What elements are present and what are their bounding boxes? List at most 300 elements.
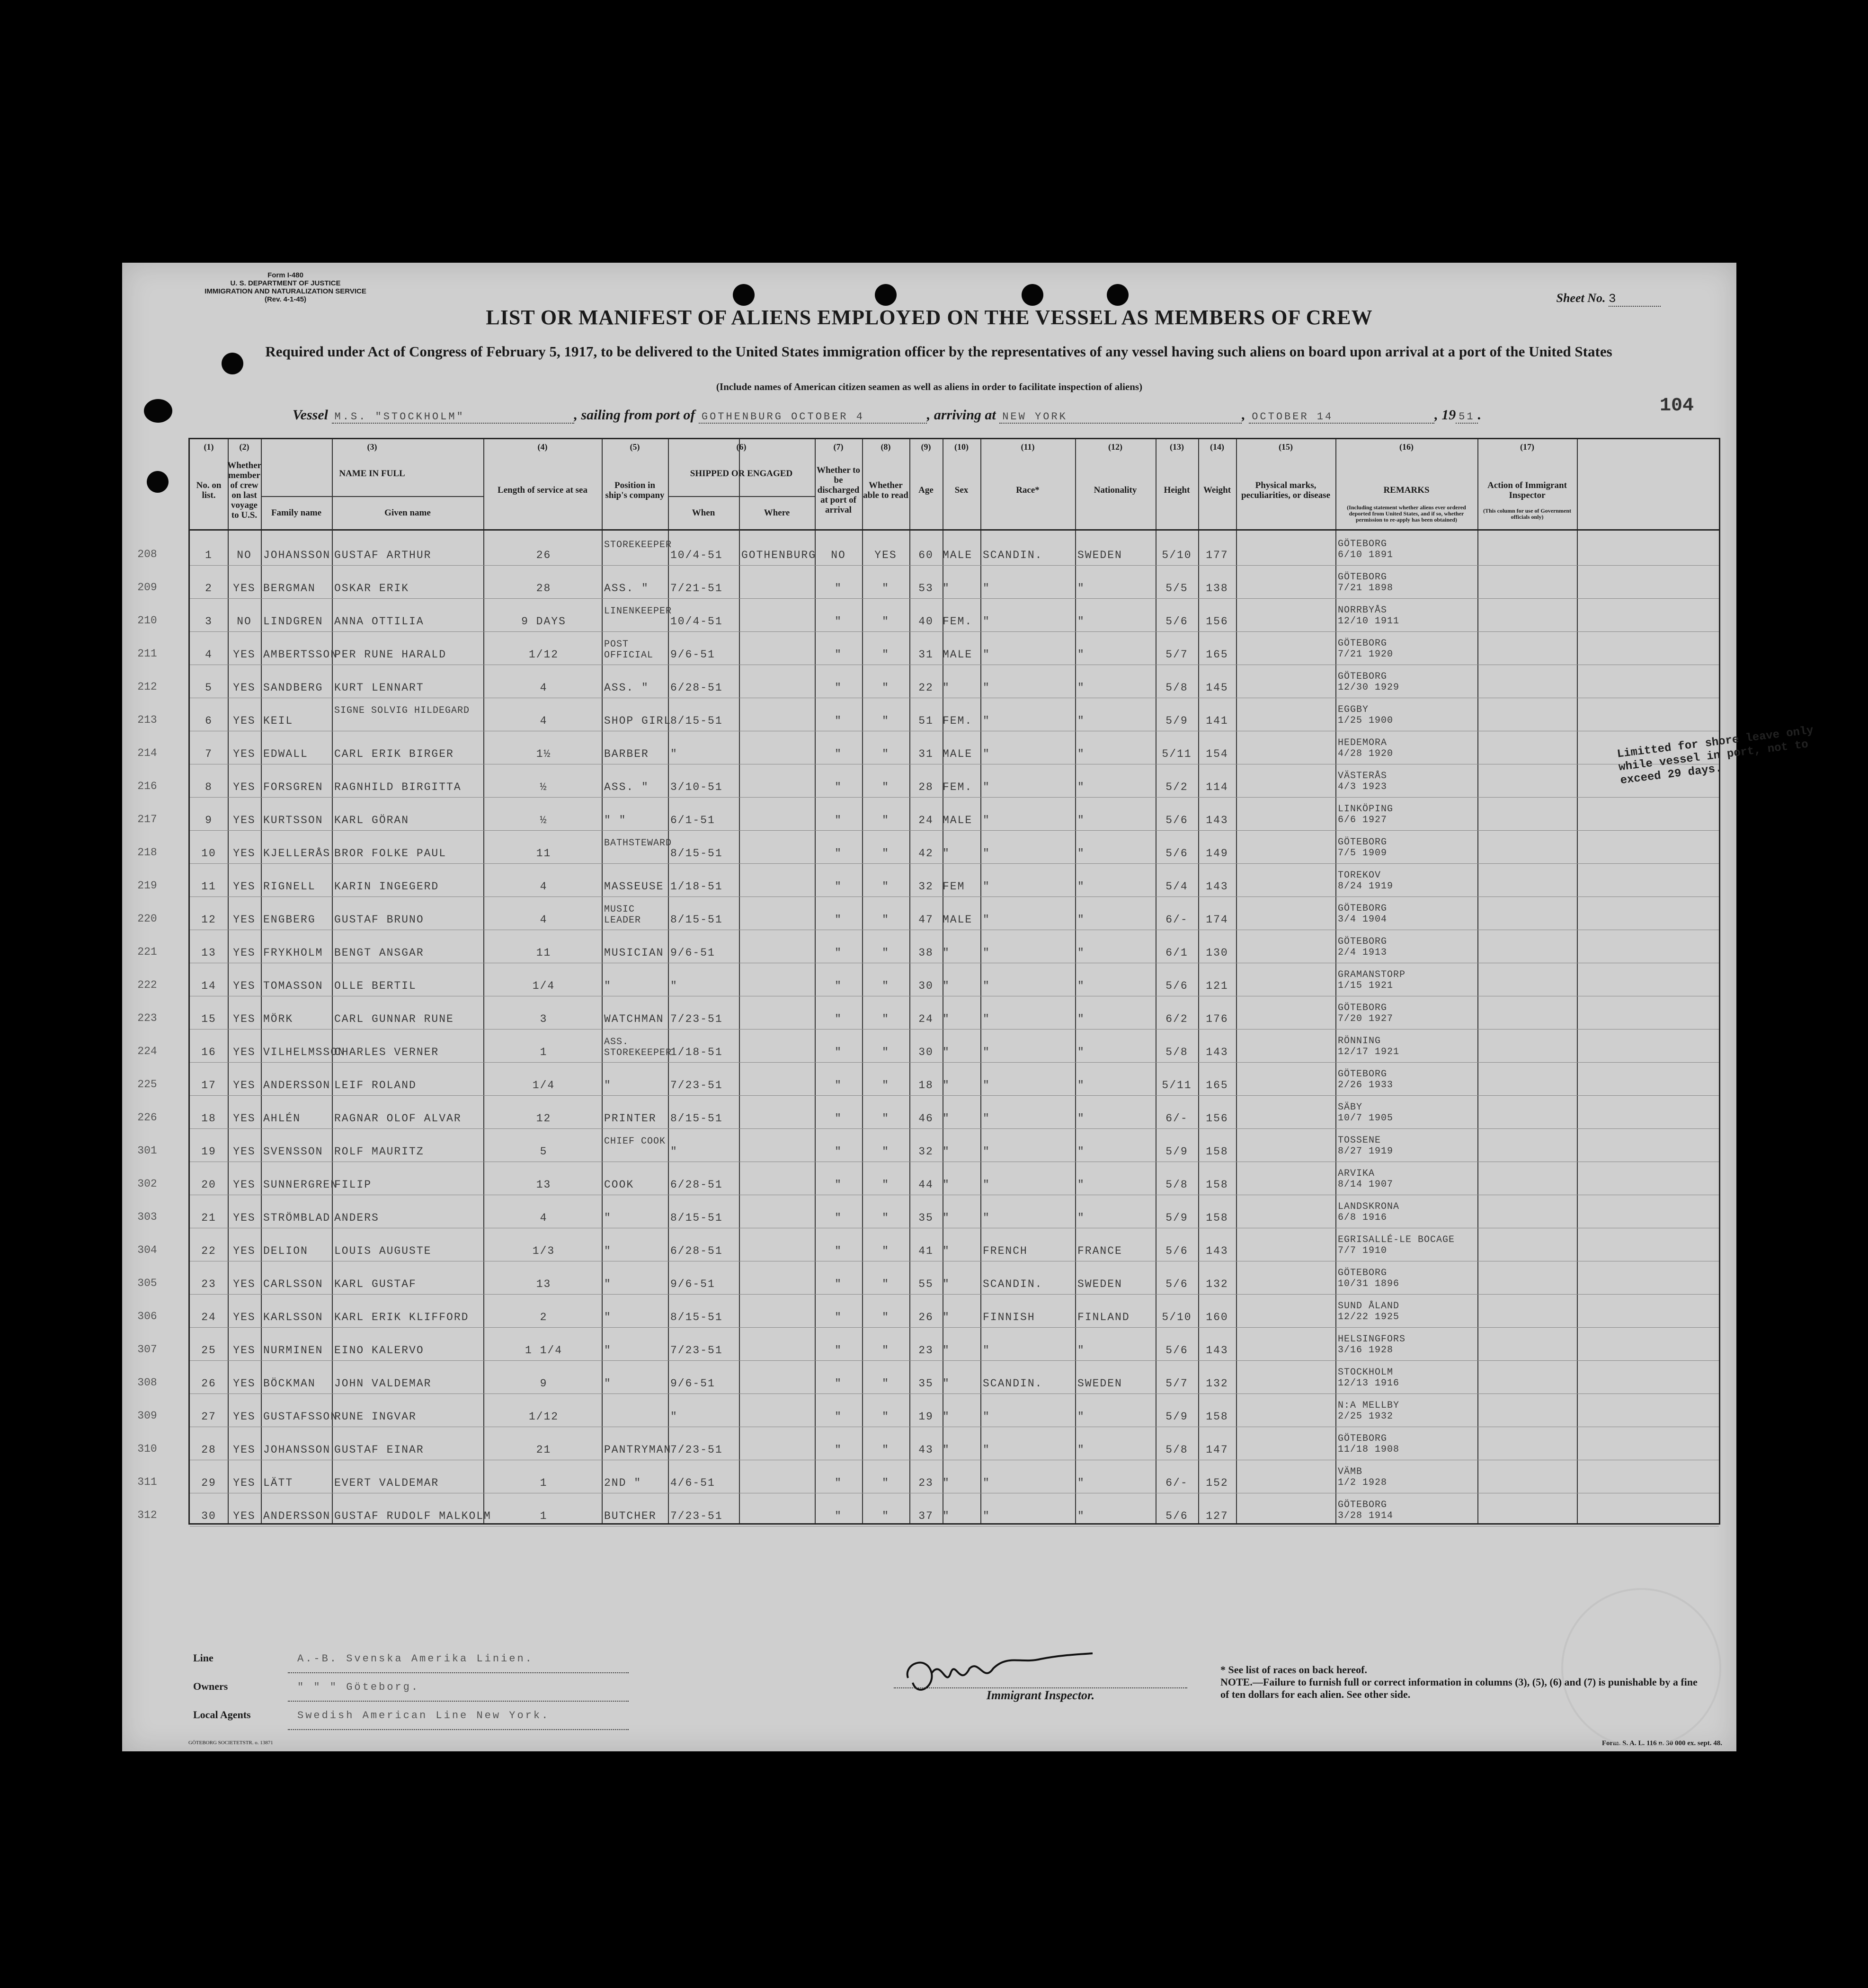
cell-no: 6: [205, 715, 213, 727]
cell-last: YES: [233, 1510, 256, 1522]
cell-sex: ": [943, 582, 950, 595]
cell-last: YES: [233, 1377, 256, 1390]
cell-race: ": [983, 1212, 990, 1224]
cell-position: ASS. ": [604, 582, 649, 595]
cell-given: OSKAR ERIK: [334, 582, 409, 595]
cell-discharge: ": [835, 715, 842, 727]
column-header: Nationality: [1094, 485, 1137, 495]
cell-when: 8/15-51: [670, 715, 723, 727]
cell-height: 5/9: [1165, 1411, 1188, 1423]
cell-race: ": [983, 1013, 990, 1025]
cell-no: 3: [205, 615, 213, 628]
cell-weight: 165: [1206, 1079, 1228, 1092]
cell-race: ": [983, 1477, 990, 1489]
column-number: (2): [239, 442, 249, 452]
reference-number: 218: [137, 846, 157, 859]
cell-given: OLLE BERTIL: [334, 980, 417, 992]
punch-hole: [144, 399, 172, 423]
cell-service: 9: [540, 1377, 548, 1390]
cell-last: YES: [233, 1344, 256, 1357]
cell-family: SANDBERG: [263, 682, 323, 694]
column-number: (13): [1170, 442, 1184, 452]
cell-sex: ": [943, 1510, 950, 1522]
cell-sex: MALE: [943, 549, 973, 561]
cell-age: 30: [918, 980, 934, 992]
cell-race: ": [983, 1079, 990, 1092]
cell-service: 11: [536, 947, 552, 959]
cell-nat: ": [1077, 1344, 1085, 1357]
cell-family: BERGMAN: [263, 582, 316, 595]
cell-weight: 145: [1206, 682, 1228, 694]
cell-remarks: N:A MELLBY 2/25 1932: [1338, 1400, 1400, 1422]
cell-discharge: ": [835, 1510, 842, 1522]
column-header: Whether able to read: [863, 480, 908, 500]
cell-height: 6/-: [1165, 914, 1188, 926]
cell-age: 32: [918, 880, 934, 893]
cell-age: 18: [918, 1079, 934, 1092]
column-header: Physical marks, peculiarities, or disease: [1241, 480, 1331, 500]
cell-race: ": [983, 1510, 990, 1522]
reference-number: 213: [137, 714, 157, 726]
cell-position: ": [604, 1377, 612, 1390]
cell-sex: FEM.: [943, 615, 973, 628]
column-header: Weight: [1203, 485, 1231, 495]
cell-race: ": [983, 615, 990, 628]
reference-number: 221: [137, 946, 157, 958]
column-number: (8): [881, 442, 891, 452]
cell-last: YES: [233, 1411, 256, 1423]
cell-position: ": [604, 1212, 612, 1224]
cell-weight: 158: [1206, 1411, 1228, 1423]
cell-nat: ": [1077, 1046, 1085, 1058]
cell-height: 5/9: [1165, 715, 1188, 727]
cell-when: 8/15-51: [670, 1112, 723, 1125]
cell-service: 1: [540, 1510, 548, 1522]
cell-height: 5/6: [1165, 615, 1188, 628]
cell-when: 7/23-51: [670, 1013, 723, 1025]
cell-no: 20: [201, 1179, 216, 1191]
cell-service: 1½: [536, 748, 552, 760]
cell-when: ": [670, 1145, 678, 1158]
cell-no: 24: [201, 1311, 216, 1323]
agents-value: Swedish American Line New York.: [288, 1703, 629, 1730]
cell-age: 30: [918, 1046, 934, 1058]
cell-last: YES: [233, 1079, 256, 1092]
cell-remarks: GÖTEBORG 7/20 1927: [1338, 1003, 1394, 1024]
cell-weight: 132: [1206, 1377, 1228, 1390]
cell-age: 40: [918, 615, 934, 628]
cell-when: 6/28-51: [670, 1179, 723, 1191]
cell-last: YES: [233, 1046, 256, 1058]
cell-remarks: VÄMB 1/2 1928: [1338, 1466, 1388, 1488]
cell-discharge: ": [835, 748, 842, 760]
column-header: Height: [1164, 485, 1190, 495]
cell-discharge: ": [835, 1477, 842, 1489]
sheet-number: Sheet No. 3: [1557, 291, 1661, 307]
column-header: Action of Immigrant Inspector: [1487, 480, 1567, 500]
cell-sex: ": [943, 947, 950, 959]
cell-service: 1 1/4: [525, 1344, 562, 1357]
cell-remarks: GÖTEBORG 3/28 1914: [1338, 1500, 1394, 1521]
cell-no: 12: [201, 914, 216, 926]
cell-race: ": [983, 947, 990, 959]
cell-service: 1: [540, 1046, 548, 1058]
cell-position: ASS. ": [604, 682, 649, 694]
cell-weight: 121: [1206, 980, 1228, 992]
row-rule: [190, 631, 1719, 632]
cell-nat: ": [1077, 1179, 1085, 1191]
cell-height: 5/7: [1165, 1377, 1188, 1390]
cell-remarks: ARVIKA 8/14 1907: [1338, 1168, 1394, 1190]
cell-remarks: GÖTEBORG 2/26 1933: [1338, 1069, 1394, 1091]
cell-position: ": [604, 1079, 612, 1092]
punch-hole: [147, 471, 169, 493]
inspector-label: Immigrant Inspector.: [894, 1687, 1187, 1703]
cell-read: ": [882, 847, 890, 860]
reference-number: 308: [137, 1376, 157, 1389]
cell-age: 47: [918, 914, 934, 926]
cell-when: 6/28-51: [670, 682, 723, 694]
cell-height: 5/7: [1165, 648, 1188, 661]
cell-sex: ": [943, 1112, 950, 1125]
cell-age: 31: [918, 748, 934, 760]
cell-age: 37: [918, 1510, 934, 1522]
cell-age: 32: [918, 1145, 934, 1158]
cell-height: 5/6: [1165, 980, 1188, 992]
cell-age: 43: [918, 1444, 934, 1456]
subcolumn-header: Family name: [271, 507, 322, 518]
cell-family: VILHELMSSON: [263, 1046, 346, 1058]
cell-when: 10/4-51: [670, 615, 723, 628]
cell-discharge: ": [835, 1112, 842, 1125]
cell-remarks: LANDSKRONA 6/8 1916: [1338, 1201, 1400, 1223]
reference-number: 220: [137, 913, 157, 925]
cell-race: ": [983, 1145, 990, 1158]
cell-read: ": [882, 1179, 890, 1191]
cell-given: EVERT VALDEMAR: [334, 1477, 439, 1489]
cell-age: 24: [918, 1013, 934, 1025]
cell-position: ": [604, 1278, 612, 1290]
row-rule: [190, 1294, 1719, 1295]
cell-position: COOK: [604, 1179, 634, 1191]
cell-height: 5/8: [1165, 1046, 1188, 1058]
column-header: Whether to be discharged at port of arrival: [817, 465, 860, 515]
cell-nat: ": [1077, 1444, 1085, 1456]
cell-given: ANDERS: [334, 1212, 379, 1224]
reference-number: 224: [137, 1045, 157, 1057]
shore-leave-stamp: Limitted for shore leave only while vessel in port, not to exceed 29 days.: [1616, 724, 1815, 788]
cell-given: GUSTAF ARTHUR: [334, 549, 432, 561]
cell-race: ": [983, 980, 990, 992]
cell-read: ": [882, 1278, 890, 1290]
owners-value: " " " Göteborg.: [288, 1674, 629, 1702]
cell-read: ": [882, 1212, 890, 1224]
cell-race: SCANDIN.: [983, 1377, 1043, 1390]
cell-height: 5/4: [1165, 880, 1188, 893]
cell-last: YES: [233, 1212, 256, 1224]
cell-service: ½: [540, 781, 548, 793]
cell-when: ": [670, 1411, 678, 1423]
cell-when: 7/23-51: [670, 1344, 723, 1357]
cell-height: 5/8: [1165, 682, 1188, 694]
cell-position: BUTCHER: [604, 1510, 657, 1522]
official-seal: [1561, 1588, 1721, 1748]
column-number: (6): [736, 442, 747, 452]
cell-last: YES: [233, 1245, 256, 1257]
column-number: (9): [921, 442, 931, 452]
cell-sex: MALE: [943, 914, 973, 926]
cell-position: SHOP GIRL: [604, 715, 672, 727]
cell-family: ANDERSSON: [263, 1510, 331, 1522]
cell-no: 25: [201, 1344, 216, 1357]
cell-weight: 156: [1206, 1112, 1228, 1125]
cell-when: 8/15-51: [670, 1311, 723, 1323]
cell-last: YES: [233, 582, 256, 595]
cell-last: YES: [233, 914, 256, 926]
remarks-note: (Including statement whether aliens ever ordered deported from United States, and if so, whether permission to re-apply has been obtained): [1347, 504, 1466, 523]
cell-weight: 143: [1206, 880, 1228, 893]
cell-given: KARL ERIK KLIFFORD: [334, 1311, 469, 1323]
cell-position: ": [604, 980, 612, 992]
cell-weight: 130: [1206, 947, 1228, 959]
cell-nat: SWEDEN: [1077, 1377, 1122, 1390]
cell-last: NO: [237, 549, 252, 561]
cell-weight: 114: [1206, 781, 1228, 793]
cell-sex: FEM.: [943, 781, 973, 793]
cell-when: 6/1-51: [670, 814, 715, 826]
cell-no: 15: [201, 1013, 216, 1025]
punch-hole: [733, 284, 755, 306]
reference-number: 211: [137, 648, 157, 660]
cell-service: 1/4: [532, 1079, 555, 1092]
cell-weight: 152: [1206, 1477, 1228, 1489]
column-number: (1): [204, 442, 214, 452]
cell-position: ASS. STOREKEEPER: [604, 1037, 672, 1058]
cell-nat: ": [1077, 814, 1085, 826]
cell-discharge: ": [835, 1278, 842, 1290]
reference-number: 303: [137, 1211, 157, 1223]
cell-race: ": [983, 1112, 990, 1125]
cell-nat: ": [1077, 1145, 1085, 1158]
column-number: (12): [1108, 442, 1122, 452]
cell-family: KJELLERÅS: [263, 847, 331, 860]
cell-nat: ": [1077, 880, 1085, 893]
cell-race: ": [983, 1411, 990, 1423]
cell-nat: ": [1077, 748, 1085, 760]
cell-read: ": [882, 914, 890, 926]
column-header: SHIPPED OR ENGAGED: [690, 469, 793, 479]
cell-given: SIGNE SOLVIG HILDEGARD: [334, 705, 470, 716]
cell-race: ": [983, 682, 990, 694]
cell-no: 2: [205, 582, 213, 595]
cell-weight: 154: [1206, 748, 1228, 760]
arrival-year: 51: [1456, 411, 1477, 424]
cell-weight: 158: [1206, 1212, 1228, 1224]
cell-when: 4/6-51: [670, 1477, 715, 1489]
cell-given: GUSTAF EINAR: [334, 1444, 424, 1456]
cell-sex: ": [943, 1444, 950, 1456]
cell-height: 5/5: [1165, 582, 1188, 595]
cell-no: 9: [205, 814, 213, 826]
manifest-table: [137, 438, 1720, 1525]
cell-service: 5: [540, 1145, 548, 1158]
cell-given: LEIF ROLAND: [334, 1079, 417, 1092]
cell-read: YES: [874, 549, 897, 561]
cell-discharge: ": [835, 980, 842, 992]
row-rule: [190, 1327, 1719, 1328]
cell-no: 8: [205, 781, 213, 793]
cell-nat: ": [1077, 1079, 1085, 1092]
cell-last: YES: [233, 748, 256, 760]
cell-when: 9/6-51: [670, 1278, 715, 1290]
cell-discharge: ": [835, 1046, 842, 1058]
cell-sex: ": [943, 1013, 950, 1025]
cell-read: ": [882, 1444, 890, 1456]
cell-service: 11: [536, 847, 552, 860]
column-number: (5): [630, 442, 640, 452]
cell-discharge: ": [835, 814, 842, 826]
cell-no: 19: [201, 1145, 216, 1158]
column-header: Whether member of crew on last voyage to U.S.: [227, 460, 262, 520]
cell-nat: ": [1077, 648, 1085, 661]
cell-position: BARBER: [604, 748, 649, 760]
cell-nat: ": [1077, 582, 1085, 595]
cell-height: 5/2: [1165, 781, 1188, 793]
manifest-sheet: [122, 263, 1815, 1751]
cell-weight: 138: [1206, 582, 1228, 595]
cell-height: 5/11: [1162, 748, 1192, 760]
inspector-column-note: (This column for use of Government officials only): [1483, 507, 1572, 520]
cell-family: GUSTAFSSON: [263, 1411, 338, 1423]
cell-when: 3/10-51: [670, 781, 723, 793]
cell-sex: ": [943, 1079, 950, 1092]
cell-race: FRENCH: [983, 1245, 1028, 1257]
cell-discharge: ": [835, 1444, 842, 1456]
cell-last: YES: [233, 1311, 256, 1323]
cell-when: 8/15-51: [670, 847, 723, 860]
cell-remarks: EGGBY 1/25 1900: [1338, 704, 1394, 726]
cell-height: 5/10: [1162, 549, 1192, 561]
cell-remarks: GÖTEBORG 2/4 1913: [1338, 936, 1388, 958]
reference-number: 216: [137, 780, 157, 792]
cell-when: 8/15-51: [670, 914, 723, 926]
cell-nat: SWEDEN: [1077, 1278, 1122, 1290]
row-rule: [190, 830, 1719, 831]
footer-block: Line A.-B. Svenska Amerika Linien. Owners " " " Göteborg. Local Agents Swedish American Line New York.: [193, 1645, 629, 1730]
cell-discharge: ": [835, 615, 842, 628]
cell-no: 26: [201, 1377, 216, 1390]
subcolumn-header: Given name: [384, 507, 431, 518]
form-footer-number: Form. S. A. L. 116 n. 30 000 ex. sept. 48.: [1601, 1740, 1722, 1747]
cell-given: CARL GUNNAR RUNE: [334, 1013, 454, 1025]
cell-nat: FRANCE: [1077, 1245, 1122, 1257]
column-number: (7): [833, 442, 844, 452]
cell-age: 41: [918, 1245, 934, 1257]
cell-race: ": [983, 748, 990, 760]
cell-position: LINENKEEPER: [604, 606, 672, 617]
cell-family: ANDERSSON: [263, 1079, 331, 1092]
cell-discharge: ": [835, 880, 842, 893]
cell-family: TOMASSON: [263, 980, 323, 992]
cell-position: MUSIC LEADER: [604, 904, 641, 926]
cell-height: 5/6: [1165, 1278, 1188, 1290]
cell-nat: ": [1077, 980, 1085, 992]
cell-weight: 165: [1206, 648, 1228, 661]
cell-nat: ": [1077, 781, 1085, 793]
cell-family: BÖCKMAN: [263, 1377, 316, 1390]
cell-service: 4: [540, 715, 548, 727]
cell-family: LÄTT: [263, 1477, 294, 1489]
cell-sex: ": [943, 682, 950, 694]
cell-position: PRINTER: [604, 1112, 657, 1125]
cell-race: ": [983, 582, 990, 595]
cell-given: ROLF MAURITZ: [334, 1145, 424, 1158]
cell-height: 6/-: [1165, 1477, 1188, 1489]
departure-port: GOTHENBURG OCTOBER 4: [699, 411, 927, 424]
cell-sex: MALE: [943, 814, 973, 826]
cell-read: ": [882, 1046, 890, 1058]
cell-weight: 174: [1206, 914, 1228, 926]
cell-read: ": [882, 947, 890, 959]
cell-last: YES: [233, 1112, 256, 1125]
cell-last: YES: [233, 715, 256, 727]
row-rule: [190, 863, 1719, 864]
cell-given: RAGNHILD BIRGITTA: [334, 781, 462, 793]
cell-last: YES: [233, 781, 256, 793]
column-rule: [739, 496, 740, 1523]
cell-discharge: ": [835, 847, 842, 860]
cell-service: 4: [540, 914, 548, 926]
cell-weight: 158: [1206, 1179, 1228, 1191]
cell-sex: ": [943, 1145, 950, 1158]
punch-hole: [1022, 284, 1043, 306]
cell-nat: ": [1077, 682, 1085, 694]
column-number: (16): [1399, 442, 1414, 452]
cell-discharge: ": [835, 1145, 842, 1158]
cell-remarks: SÄBY 10/7 1905: [1338, 1102, 1394, 1124]
cell-age: 23: [918, 1344, 934, 1357]
cell-sex: ": [943, 1046, 950, 1058]
cell-read: ": [882, 648, 890, 661]
cell-position: CHIEF COOK: [604, 1136, 666, 1147]
cell-family: JOHANSSON: [263, 1444, 331, 1456]
cell-given: KARL GÖRAN: [334, 814, 409, 826]
subheader-rule: [261, 496, 483, 497]
cell-age: 26: [918, 1311, 934, 1323]
column-header: Sex: [954, 485, 969, 495]
cell-height: 5/6: [1165, 847, 1188, 860]
cell-read: ": [882, 1245, 890, 1257]
cell-height: 5/8: [1165, 1444, 1188, 1456]
cell-family: KEIL: [263, 715, 294, 727]
cell-given: CHARLES VERNER: [334, 1046, 439, 1058]
cell-race: ": [983, 781, 990, 793]
cell-last: YES: [233, 682, 256, 694]
reference-number: 219: [137, 879, 157, 892]
cell-discharge: ": [835, 582, 842, 595]
cell-sex: ": [943, 1179, 950, 1191]
cell-weight: 132: [1206, 1278, 1228, 1290]
cell-read: ": [882, 1344, 890, 1357]
cell-race: FINNISH: [983, 1311, 1035, 1323]
cell-when: 9/6-51: [670, 1377, 715, 1390]
column-header: Race*: [1016, 485, 1040, 495]
cell-sex: ": [943, 1311, 950, 1323]
cell-when: 7/21-51: [670, 582, 723, 595]
reference-number: 208: [137, 548, 157, 560]
cell-age: 53: [918, 582, 934, 595]
reference-number: 217: [137, 813, 157, 825]
